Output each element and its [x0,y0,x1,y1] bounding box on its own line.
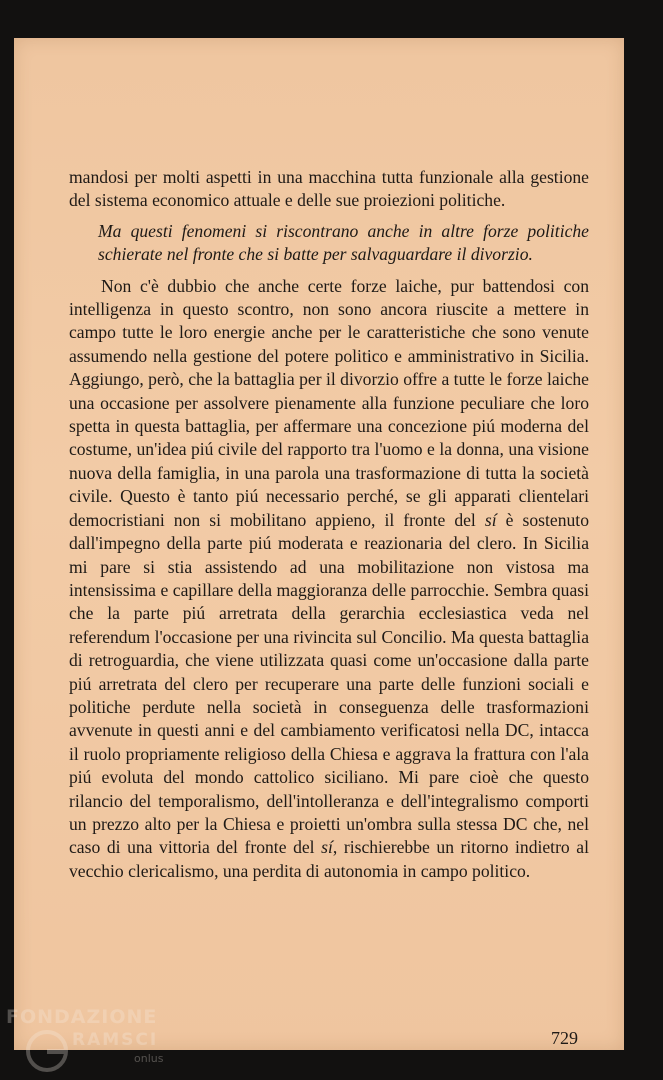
page-number: 729 [551,1028,578,1048]
paragraph-answer: Non c'è dubbio che anche certe forze laiche, pur battendosi con intelligenza in questo scontro, non sono ancora riuscite a mettere in campo tutte le loro energie anche per le caratteristiche che sono venute assumendo nella gestione del potere politico e amministrativo in Sicilia. Aggiungo, però, che la battaglia per il divorzio offre a tutte le forze laiche una occasione per assolvere pienamente alla funzione peculiare che loro spetta in questa battaglia, per affermare una concezione piú moderna del costume, un'idea piú civile del rapporto tra l'uomo e la donna, una visione nuova della famiglia, in una parola una trasformazione di tutta la società civile. Questo è tanto piú necessario perché, se gli apparati clientelari democristiani non si mobilitano appieno, il fronte del sí è sostenuto dall'impegno della parte piú moderata e reazionaria del clero. In Sicilia mi pare si stia assistendo ad una mobilitazione non vistosa ma intensissima e capillare della maggioranza delle parrocchie. Sembra quasi che la parte piú arretrata della gerarchia ecclesiastica veda nel referendum l'occasione per una rivincita sul Concilio. Ma questa battaglia di retroguardia, che viene utilizzata quasi come un'occasione dalla parte piú arretrata del clero per recuperare una parte delle funzioni sociali e politiche perdute nella società in conseguenza delle trasformazioni avvenute in questi anni e del cambiamento verificatosi nella DC, intacca il ruolo propriamente religioso della Chiesa e aggrava la frattura con l'ala piú evoluta del mondo cattolico siciliano. Mi pare cioè che questo rilancio del temporalismo, dell'intolleranza e dell'integralismo comporti un prezzo alto per la Chiesa e proietti un'ombra sulla stessa DC che, nel caso di una vittoria del fronte del sí, rischierebbe un ritorno indietro al vecchio clericalismo, una perdita di autonomia in campo politico. [69,275,589,881]
italic-word: sí [484,509,497,530]
italic-word: sí [321,837,333,858]
watermark-line-3: onlus [134,1052,164,1065]
gramsci-logo-icon [24,1028,70,1074]
paragraph-question: Ma questi fenomeni si riscontrano anche in altre forze politiche schierate nel fronte che si batte per salvaguardare il divorzio. [98,220,589,265]
book-page [14,38,624,1050]
fondazione-gramsci-watermark [6,1006,176,1076]
page-body-text [69,166,589,883]
paragraph-continuation: mandosi per molti aspetti in una macchina tutta funzionale alla gestione del sistema economico attuale e delle sue proiezioni politiche. [69,167,589,211]
watermark-line-1: FONDAZIONE [6,1006,158,1028]
watermark-line-2: RAMSCI [72,1030,159,1050]
